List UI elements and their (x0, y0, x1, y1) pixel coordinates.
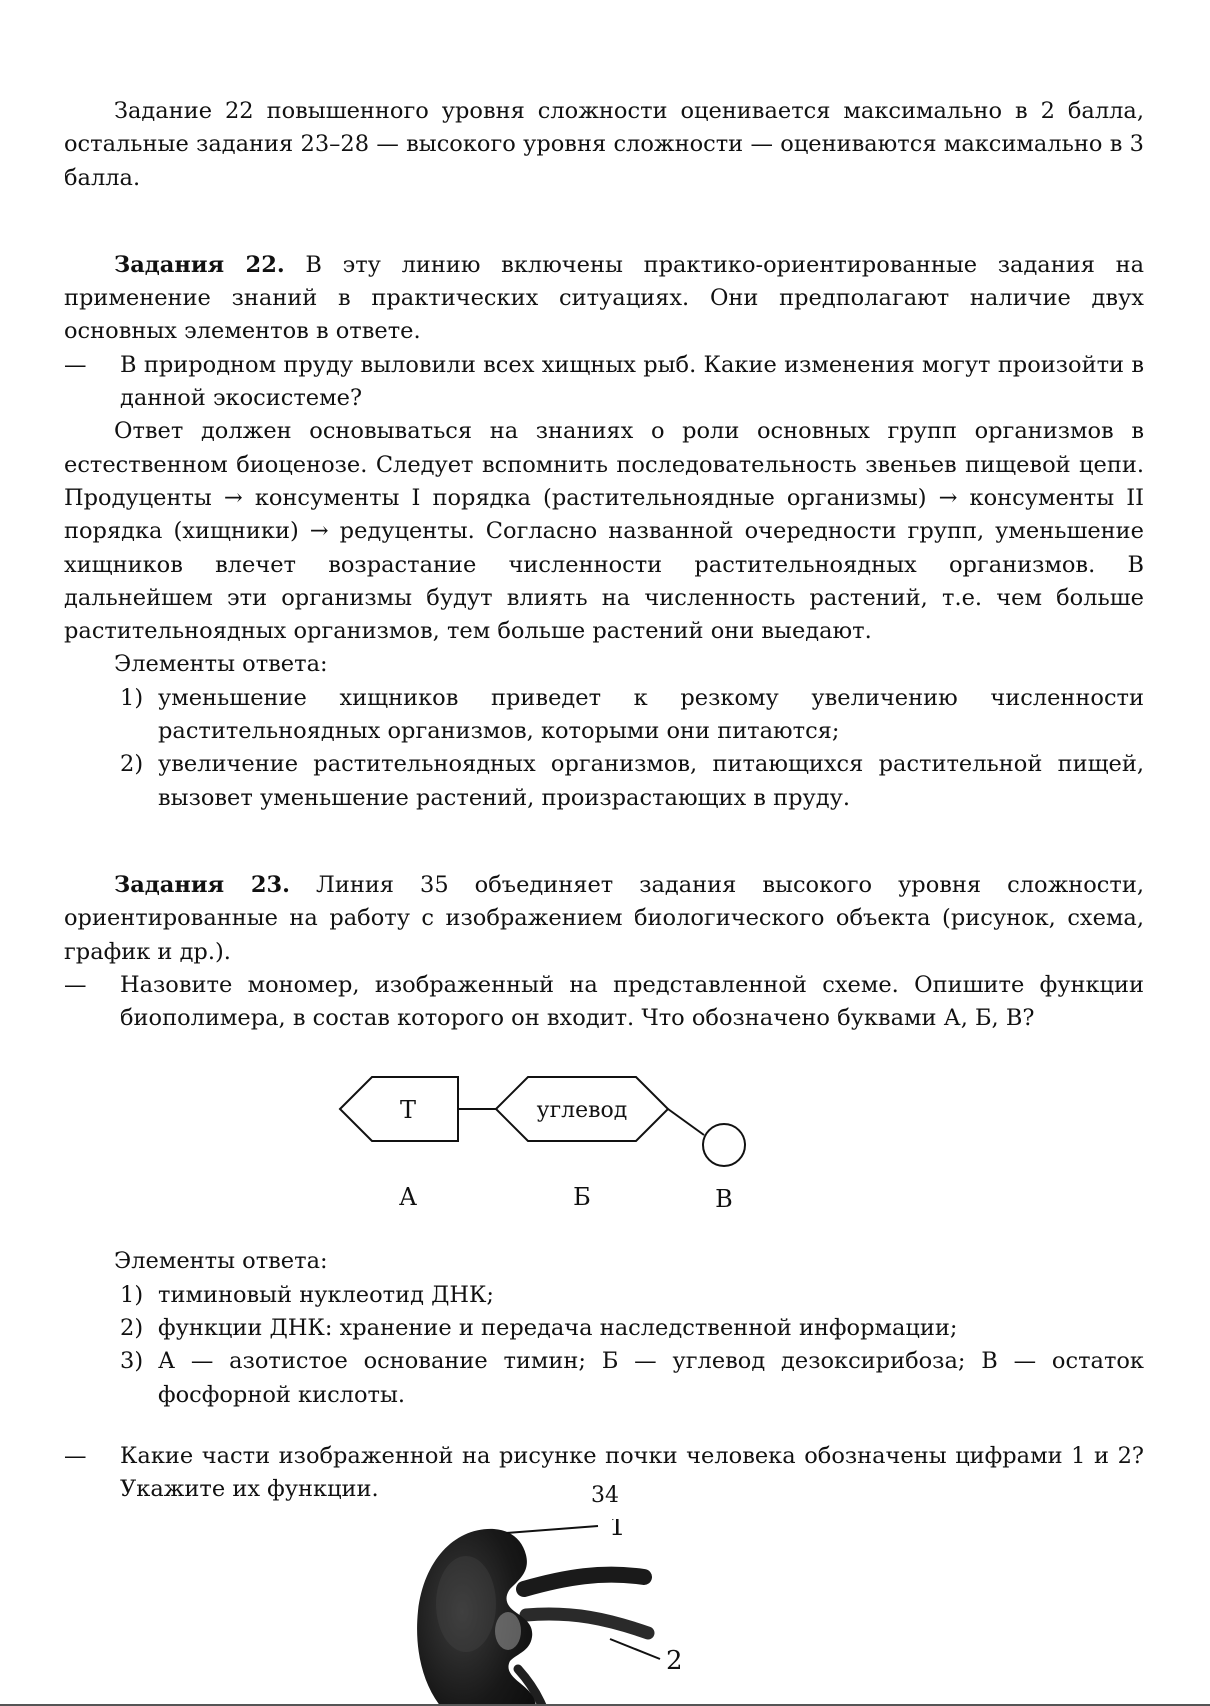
item-number: 3) (120, 1348, 144, 1375)
renal-vessel-lower (526, 1613, 648, 1632)
answer-item (120, 1279, 1144, 1312)
kidney-label-2: 2 (666, 1645, 683, 1676)
task22-intro-text: В эту линию включены практико-ориентированные задания на применение знаний в практических ситуациях. Они предполагают наличие двух основных элементов в ответе. (64, 251, 1145, 345)
answer-item-text: тиминовый нуклеотид ДНК; (158, 1281, 495, 1308)
connector-line (668, 1109, 704, 1135)
label-a: А (398, 1183, 418, 1212)
dash-marker: — (64, 971, 87, 998)
task23-heading: Задания 23. (114, 871, 291, 898)
renal-vessel-upper (524, 1574, 644, 1588)
answer-item-text: А — азотистое основание тимин; Б — углевод дезоксирибоза; В — остаток фосфорной кислоты. (158, 1348, 1144, 1408)
paragraph-task23-intro (64, 869, 1144, 969)
paragraph-scoring-note: Задание 22 повышенного уровня сложности оценивается максимально в 2 балла, остальные задания 23–28 — высокого уровня сложности — оцениваются максимально в 3 балла. (64, 98, 1144, 191)
base-letter: Т (399, 1096, 417, 1125)
item-number: 2) (120, 751, 144, 778)
question-item-monomer (64, 969, 1144, 1036)
question-kidney-text: Какие части изображенной на рисунке почки человека обозначены цифрами 1 и 2? Укажите их функции. (120, 1442, 1144, 1503)
kidney-figure (16, 1519, 1096, 1706)
question-item-pond (64, 349, 1144, 416)
paragraph-answer-explanation: Ответ должен основываться на знаниях о роли основных групп организмов в естественном биоценозе. Следует вспомнить последовательность звеньев пищевой цепи. Продуценты → консументы I порядка (растительноядные организмы) → консументы II порядка (хищники) → редуценты. Согласно названной очередности групп, уменьшение хищников влечет возрастание численности растительноядных организмов. В дальнейшем эти организмы будут влиять на численность растений, т.е. чем больше растительноядных организмов, тем больше растений они выедают. (64, 418, 1144, 645)
answer-item (120, 748, 1144, 815)
answer-item-text: увеличение растительноядных организмов, питающихся растительной пищей, вызовет уменьшение растений, произрастающих в пруду. (158, 751, 1144, 811)
label-v: В (715, 1185, 733, 1214)
leader-line-2 (610, 1639, 660, 1659)
answer-elements-label-1: Элементы ответа: (114, 651, 328, 678)
kidney-figure-svg (406, 1519, 706, 1706)
question-monomer-text: Назовите мономер, изображенный на представленной схеме. Опишите функции биополимера, в состав которого он входит. Что обозначено буквами А, Б, В? (120, 971, 1144, 1032)
leader-line-1 (506, 1526, 598, 1533)
label-b: Б (573, 1183, 591, 1212)
sugar-label: углевод (536, 1098, 628, 1124)
page-number: 34 (591, 1483, 619, 1508)
answer-item-text: уменьшение хищников приведет к резкому увеличению численности растительноядных организмов, которыми они питаются; (158, 684, 1144, 745)
item-number: 1) (120, 684, 144, 711)
answer-item (120, 682, 1144, 749)
task22-heading: Задания 22. (114, 251, 285, 278)
kidney-highlight (436, 1556, 496, 1652)
answer-item-text: функции ДНК: хранение и передача наследственной информации; (158, 1315, 958, 1342)
item-number: 1) (120, 1281, 144, 1308)
answer-elements-label-2: Элементы ответа: (114, 1248, 328, 1275)
question-pond-text: В природном пруду выловили всех хищных рыб. Какие изменения могут произойти в данной экосистеме? (120, 351, 1144, 412)
nucleotide-diagram-svg (336, 1061, 776, 1213)
task23-intro-text: Линия 35 объединяет задания высокого уровня сложности, ориентированные на работу с изображением биологического объекта (рисунок, схема, график и др.). (64, 871, 1145, 965)
paragraph-task22-intro (64, 249, 1144, 349)
nucleotide-diagram (16, 1061, 1096, 1217)
item-number: 2) (120, 1315, 144, 1342)
phosphate-circle-shape (703, 1124, 745, 1166)
answer-item (120, 1312, 1144, 1345)
renal-pelvis-highlight (495, 1612, 521, 1650)
answer-item (120, 1345, 1144, 1412)
dash-marker: — (64, 1442, 87, 1469)
dash-marker: — (64, 351, 87, 378)
kidney-label-1: 1 (609, 1518, 626, 1542)
